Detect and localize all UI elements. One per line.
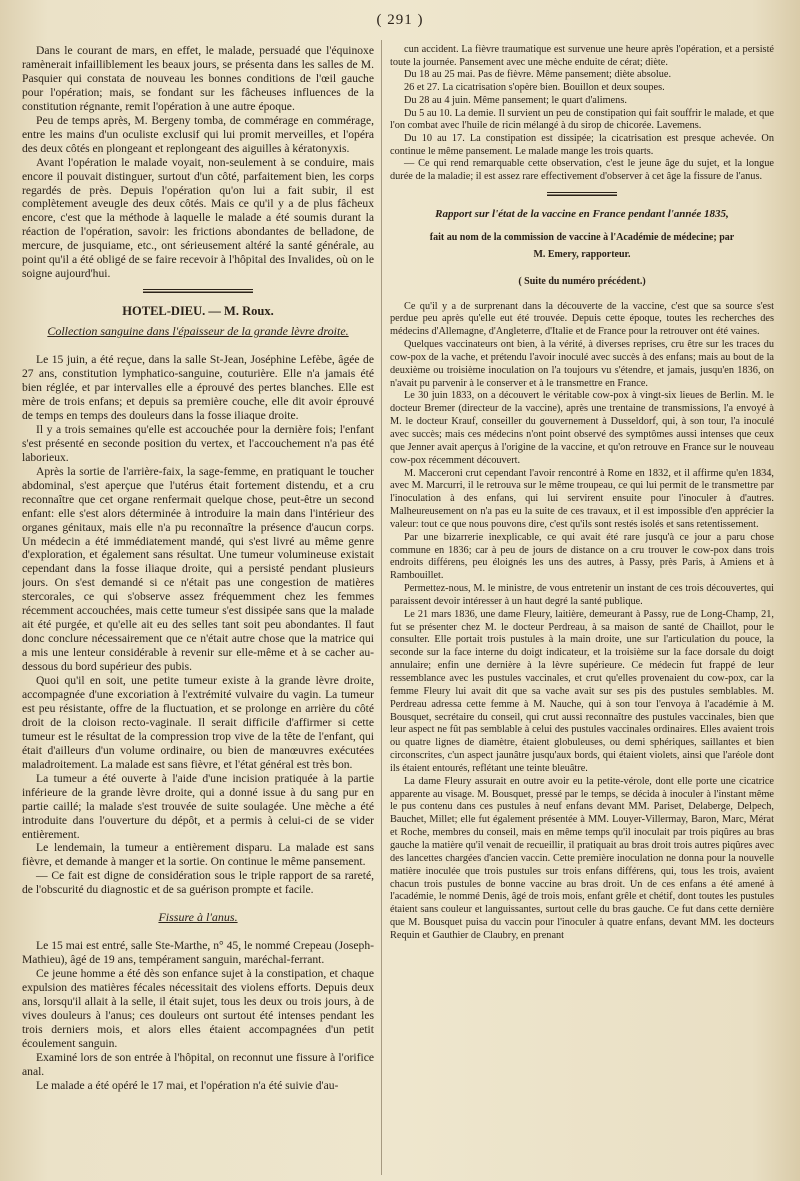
suite-line: ( Suite du numéro précédent.) — [518, 275, 646, 287]
collection-paragraph-1: Le 15 juin, a été reçue, dans la salle St-Jean, Joséphine Lefèbe, âgée de 27 ans, constitution lymphatico-sanguine, couturière. Elle n'a jamais été bien réglée, et par intervalles elle a éprouvé des pertes blanches. Elle est mère de trois enfans; et depuis sa première couche, elle dit avoir éprouvé de temps en temps des douleurs dans la fosse iliaque droite. — [22, 353, 374, 422]
intro-paragraph-2: Peu de temps après, M. Bergeny tomba, de commérage en commérage, entre les mains d'un oculiste exclusif qui lui promit merveilles, et l'opéra des deux côtés en plongeant et replongeant des aiguilles à kératonyxis. — [22, 113, 374, 155]
report-paragraph-8: La dame Fleury assurait en outre avoir eu la petite-vérole, dont elle porte une cicatrice apparente au visage. M. Bousquet, pressé par le temps, se décida à inoculer à l'instant même le pus contenu dans ces pustules à neuf enfans devant MM. Pariset, Delaberge, Delpech, Bauchet, Millet; elle fut également présentée à MM. Louyer-Villermay, Baron, Marc, Mérat et Roche, membres du conseil, mais en même temps qu'il inoculait par trois piqûres au bras gauche la matière qu'il venait de recueillir, il pratiquait au bras droit trois autres piqûres avec des lancettes chargées d'ancien vaccin. Cette première inoculation ne donna pour la nouvelle matière inoculée que trois pustules sur trois enfans différens, qui, tous les trois, avaient chacun trois pustules de bonne vaccine au bras droit. Un de ces enfans a été amené à l'académie, le nommé Denis, âgé de trois mois, enfant grêle et chétif, dont toutes les pustules étaient sans couleur et languissantes, surtout celle du bras gauche. Ce fut dans cette dernière que M. Bousquet puisa du vaccin pour l'inoculer à quatre enfans, devant MM. les docteurs Requin et Gauthier de Claubry, en prenant — [390, 775, 774, 941]
continuation-paragraph-5: Du 5 au 10. La demie. Il survient un peu de constipation qui fait souffrir le malade, et que l'on combat avec l'huile de ricin mélangé à du sirop de chicorée. Lavemens. — [390, 107, 774, 132]
report-paragraph-7: Le 21 mars 1836, une dame Fleury, laitière, demeurant à Passy, rue de Long-Champ, 21, fut se présenter chez M. le docteur Perdreau, à sa maison de santé de Chaillot, pour le consulter. Elle portait trois pustules à la main droite, une sur l'articulation du pouce, la seconde sur la face interne du doigt indicateur, et la troisième sur la face dorsale du doigt annulaire; enfin une dernière à la lèvre supérieure. Ce médecin fut frappé de leur ressemblance avec les pustules vaccinales, et crut qu'elles provenaient du cow-pox, car la femme Fleury lui avait dit que sa vache avait sur ses pis des pustules semblables. M. Perdreau adressa cette femme à M. Nauche, qui à son tour l'envoya à l'académie à M. Bousquet, secrétaire du conseil, qui crut aussi reconnaître des pustules vaccinales, bien que leur aspect ne fût pas semblable à celui des pustules vaccinales ordinaires. Elles avaient trois ou quatre lignes de diamètre, étaient globuleuses, ou demi sphériques, saillantes et bien circonscrites, c'un aspect jaunâtre jusqu'aux bords, qui étaient violets, ainsi que l'aréole dont ils étaient entourés, reflétant une teinte bleuâtre. — [390, 608, 774, 774]
intro-paragraph-1: Dans le courant de mars, en effet, le malade, persuadé que l'équinoxe ramènerait infailliblement les beaux jours, se présenta dans les salles de M. Pasquier qui constata de nouveau les bonnes conditions de l'œil gauche pour l'opération; mais, se fondant sur les fâcheuses influences de la constitution régnante, remit l'opération à une autre époque. — [22, 44, 374, 113]
report-paragraph-3: Le 30 juin 1833, on a découvert le véritable cow-pox à vingt-six lieues de Berlin. M. le docteur Bremer (directeur de la vaccine), après une trentaine de transmissions, l'a envoyé à M. le docteur Krauf, conseiller du gouvernement à Dusseldorf, qui, à son tour, l'a inoculé avec succès; mais ces médecins n'ont point observé des symptômes aussi intenses que ceux que Jenner avait aperçus à l'origine de la vaccine, et qu'on retrouve en France sur le nouveau cow-pox récemment découvert. — [390, 390, 774, 466]
report-paragraph-2: Quelques vaccinateurs ont bien, à la vérité, à diverses reprises, cru être sur les traces du cow-pox de la vache, et prétendu l'avoir inoculé avec succès à des enfans; mais au bout de la deuxième ou troisième inoculation on l'a toujours vu s'étendre, et jamais, jusqu'en 1836, on n'avait pu parvenir à le conserver et à le transmettre en France. — [390, 339, 774, 389]
fissure-title: Fissure à l'anus. — [158, 910, 238, 925]
continuation-paragraph-3: 26 et 27. La cicatrisation s'opère bien. Bouillon et deux soupes. — [404, 82, 665, 94]
fissure-paragraph-2: Ce jeune homme a été dès son enfance sujet à la constipation, et chaque expulsion des matières fécales nécessitait des violens efforts. Depuis deux ans, lorsqu'il allait à la selle, il était sujet, tous les deux ou trois jours, à de vives douleurs à l'anus; ces douleurs ont surtout été intenses pendant les trois derniers mois, et alors elles étaient accompagnées d'un petit écoulement sanguin. — [22, 967, 374, 1050]
fissure-paragraph-4: Le malade a été opéré le 17 mai, et l'opération n'a été suivie d'au- — [36, 1078, 339, 1092]
continuation-paragraph-2: Du 18 au 25 mai. Pas de fièvre. Même pansement; diète absolue. — [404, 69, 672, 81]
collection-paragraph-6: Le lendemain, la tumeur a entièrement disparu. La malade est sans fièvre, et demande à manger et la sortie. On continue le même pansement. — [22, 841, 374, 869]
continuation-paragraph-7: — Ce qui rend remarquable cette observation, c'est le jeune âge du sujet, et la longue durée de la maladie; il est assez rare effectivement d'observer à cet âge la fissure de l'anus. — [390, 158, 774, 183]
commission-line: fait au nom de la commission de vaccine à l'Académie de médecine; par — [429, 232, 735, 244]
collection-paragraph-2: Il y a trois semaines qu'elle est accouchée pour la dernière fois; l'enfant s'est présenté en seconde position du vertex, et l'accouchement n'a pas été laborieux. — [22, 422, 374, 464]
report-paragraph-5: Par une bizarrerie inexplicable, ce qui avait été rare jusqu'à ce jour a paru chose commune en 1836; car à peu de jours de distance on a cru trouver le cow-pox dans trois endroits différens, peu éloignés les uns des autres, à Passy, près Paris, à Amiens et à Rambouillet. — [390, 531, 774, 582]
right-column — [390, 44, 774, 1172]
collection-title: Collection sanguine dans l'épaisseur de la grande lèvre droite. — [47, 324, 349, 339]
report-body — [390, 301, 774, 943]
section-rule — [143, 289, 253, 293]
report-paragraph-6: Permettez-nous, M. le ministre, de vous entretenir un instant de ces trois découvertes, qui paraissent devoir intéresser à un haut degré la santé publique. — [390, 583, 774, 607]
column-divider — [381, 40, 382, 1175]
page-number: ( 291 ) — [376, 12, 424, 28]
section-rule — [547, 192, 617, 196]
collection-paragraph-4: Quoi qu'il en soit, une petite tumeur existe à la grande lèvre droite, accompagnée d'une excoriation à l'extrémité vulvaire du vagin. La tumeur est peu résistante, offre de la fluctuation, et se prolonge en arrière du côté droit de la cloison recto-vaginale. Il serait difficile d'affirmer si cette tumeur est le résultat de la compression trop vive de la tête de l'enfant, qui était d'ailleurs d'un volume ordinaire, ou bien de manœuvres exécutées maladroitement. La malade est sans fièvre, et l'état général est très bon. — [22, 674, 374, 771]
collection-paragraph-5: La tumeur a été ouverte à l'aide d'une incision pratiquée à la partie inférieure de la grande lèvre droite, qui a donné issue à du sang pur en partie caillé; la malade s'est trouvée de suite soulagée. Une mèche a été introduite dans l'ouverture du dépôt, et a permis à celui-ci de se vider entièrement. — [22, 771, 374, 841]
report-title: Rapport sur l'état de la vaccine en France pendant l'année 1835, — [435, 207, 729, 220]
collection-paragraph-3: Après la sortie de l'arrière-faix, la sage-femme, en pratiquant le toucher abdominal, s'est aperçue que l'utérus était fortement distendu, et a cru reconnaître que cet organe renfermait quelque chose, peut-être un second enfant: elle s'est alors déterminée à introduire la main dans l'intérieur des organes génitaux, mais elle n'a pu reconnaître la présence d'aucun corps. Un médecin a été immédiatement mandé, qui s'est livré au même genre d'exploration, et également sans résultat. Une tumeur volumineuse existait cependant dans la fosse iliaque droite, qui a persisté pendant plusieurs jours. On s'est demandé si ce n'était pas une congestion de matières stercorales, ce qui s'observe assez fréquemment chez les femmes récemment accouchées, mais cette tumeur s'est dissipée sans que la malade ait été purgée, et qu'elle ait eu des selles tant soit peu abondantes. Il faut donc conclure nécessairement que ce n'était autre chose que la matrice qui a mis une lenteur considérable à revenir sur elle-même et à se cacher au-dessous du bord supérieur des pubis. — [22, 464, 374, 674]
reporter-line: M. Emery, rapporteur. — [533, 249, 631, 261]
fissure-paragraph-3: Examiné lors de son entrée à l'hôpital, on reconnut une fissure à l'orifice anal. — [22, 1050, 374, 1078]
fissure-paragraph-1: Le 15 mai est entré, salle Ste-Marthe, n° 45, le nommé Crepeau (Joseph-Mathieu), âgé de 19 ans, tempérament sanguin, maréchal-ferrant. — [22, 939, 374, 967]
continuation-paragraph-4: Du 28 au 4 juin. Même pansement; le quart d'alimens. — [404, 94, 627, 106]
intro-paragraph-3: Avant l'opération le malade voyait, non-seulement à se conduire, mais encore il pouvait distinguer, surtout d'un côté, parfaitement bien, les corps regardés de près. Depuis l'opération qu'on lui a fait subir, il est complètement aveugle des deux côtés. Mais ce qu'il y a de plus fâcheux encore, c'est que la méthode à laquelle le malade a été soumis durant la réaction de l'opération, savoir: les frictions abondantes de belladone, de mercure, de jusquiame, etc., ont sérieusement altéré la santé générale, au point qu'il a été obligé de se faire recevoir à l'hôpital des Invalides, où on le soigne aujourd'hui. — [22, 155, 374, 281]
report-paragraph-4: M. Macceroni crut cependant l'avoir rencontré à Rome en 1832, et il affirme qu'en 1834, avec M. Marcurri, il le retrouva sur le même troupeau, ce qui lui permit de le transmettre par l'inoculation à des enfans, qui lui servirent ensuite pour l'inoculer à d'autres. Malheureusement on n'a pas eu la suite de ces travaux, et il est impossible d'en apprécier la valeur: tout ce que nous pouvons dire, c'est qu'ils sont restés isolés et sans retentissement. — [390, 467, 774, 530]
continuation-paragraph-6: Du 10 au 17. La constipation est dissipée; la cicatrisation est presque achevée. On continue le même pansement. Le malade mange les trois quarts. — [390, 132, 774, 157]
collection-paragraph-7: — Ce fait est digne de considération sous le triple rapport de sa rareté, de l'obscurité du diagnostic et de sa guérison prompte et facile. — [22, 869, 374, 897]
hospital-heading: HOTEL-DIEU. — M. Roux. — [122, 304, 274, 319]
continuation-paragraph-1: cun accident. La fièvre traumatique est survenue une heure après l'opération, et a persisté toute la journée. Pansement avec une mèche enduite de cérat; diète. — [390, 44, 774, 68]
report-paragraph-1: Ce qu'il y a de surprenant dans la découverte de la vaccine, c'est que sa source s'est perdue peu après qu'elle eut été trouvée. Depuis cette époque, toutes les recherches des médecins d'Allemagne, d'Angleterre, d'Italie et de France pour la retrouver ont été vaines. — [390, 300, 774, 338]
left-column — [22, 44, 374, 1172]
